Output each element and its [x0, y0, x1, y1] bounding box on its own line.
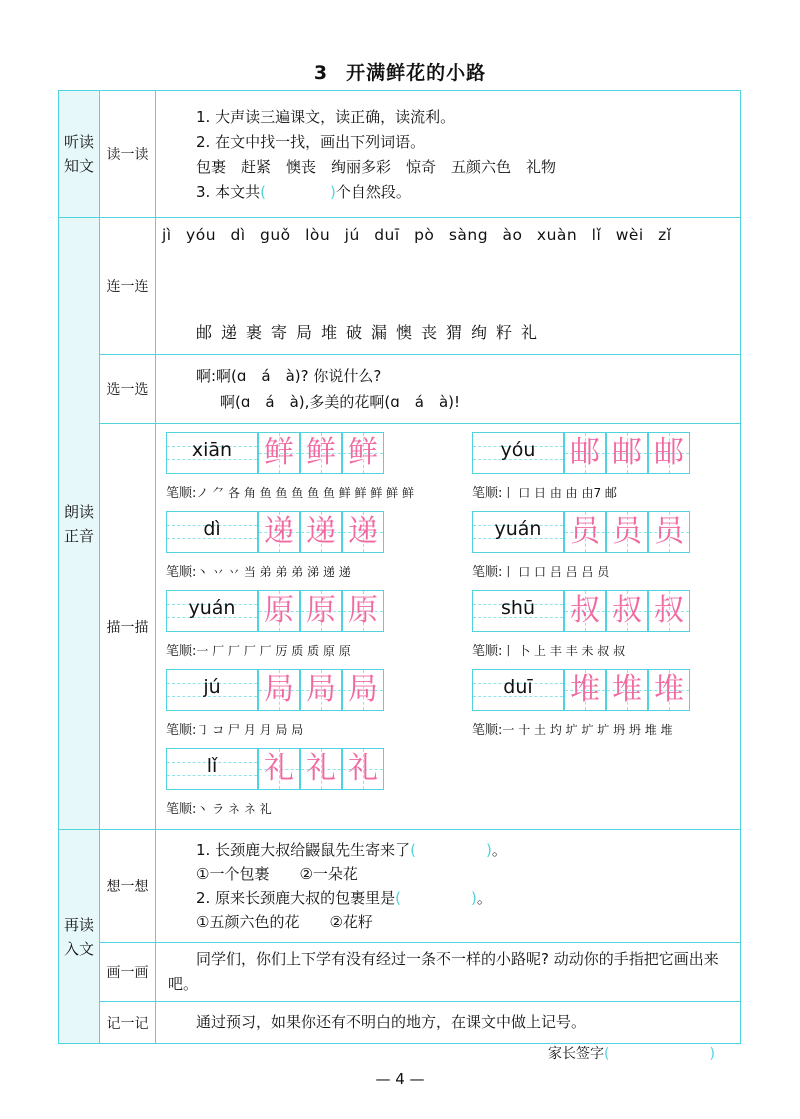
parent-signature: 家长签字( ) [548, 1046, 715, 1062]
question-2-options: ①五颜六色的花 ②花籽 [196, 913, 373, 931]
pinyin-box [472, 432, 564, 474]
stroke-sequence: ノ ⺈ 各 角 鱼 鱼 鱼 鱼 鱼 鲜 鲜 鲜 鲜 鲜 [196, 486, 414, 500]
worksheet-table [58, 90, 741, 1044]
lesson-title: 开满鲜花的小路 [346, 62, 487, 84]
tracing-block [166, 669, 396, 739]
trace-char-box[interactable] [300, 669, 342, 711]
page-title [0, 58, 800, 85]
draw-text: 同学们，你们上下学有没有经过一条不一样的小路呢? 动动你的手指把它画出来吧。 [168, 950, 719, 993]
trace-char: 礼 [264, 751, 294, 786]
choose-line-1: 啊:啊(ɑ á à)? 你说什么? [196, 367, 382, 385]
trace-char-box[interactable] [258, 511, 300, 553]
sub-label-choose: 选一选 [100, 355, 156, 424]
think-content [156, 830, 740, 942]
stroke-label: 笔顺: [166, 723, 197, 738]
trace-char: 局 [306, 672, 336, 707]
trace-char: 叔 [612, 593, 642, 628]
stroke-order [472, 719, 673, 738]
stroke-label: 笔顺: [166, 802, 197, 817]
trace-char: 局 [264, 672, 294, 707]
stroke-sequence: 一 十 土 圴 圹 圹 圹 坍 坍 堆 堆 [502, 723, 673, 737]
char-list: 邮递裹寄局堆破漏懊丧猬绚籽礼 [196, 323, 547, 342]
stroke-sequence: 丶 ラ ネ ネ 礼 [196, 802, 272, 816]
trace-char-box[interactable] [300, 748, 342, 790]
stroke-label: 笔顺: [472, 723, 503, 738]
question-2: 2. 原来长颈鹿大叔的包裹里是( )。 [196, 889, 492, 907]
tracing-block [472, 669, 702, 739]
tracing-block [166, 432, 414, 502]
stroke-order [166, 482, 414, 501]
trace-char-box[interactable] [258, 590, 300, 632]
pinyin-box [166, 748, 258, 790]
trace-char: 员 [612, 514, 642, 549]
trace-char-box[interactable] [342, 748, 384, 790]
trace-char: 叔 [570, 593, 600, 628]
trace-char-box[interactable] [300, 590, 342, 632]
sub-label-note: 记一记 [100, 1002, 156, 1044]
trace-char-box[interactable] [606, 511, 648, 553]
trace-char: 递 [264, 514, 294, 549]
pinyin-box [166, 432, 258, 474]
stroke-label: 笔顺: [472, 486, 503, 501]
trace-char: 叔 [654, 593, 684, 628]
choose-line-2: 啊(ɑ á à),多美的花啊(ɑ á à)! [220, 393, 461, 411]
trace-char: 堆 [612, 672, 642, 707]
tracing-block [166, 511, 396, 581]
tracing-block [472, 511, 702, 581]
trace-char: 堆 [654, 672, 684, 707]
stroke-order [472, 640, 625, 659]
stroke-label: 笔顺: [472, 644, 503, 659]
pinyin-text: yuán [188, 597, 236, 619]
trace-char-box[interactable] [606, 590, 648, 632]
trace-char: 邮 [654, 435, 684, 470]
pinyin-box [472, 669, 564, 711]
trace-char: 递 [348, 514, 378, 549]
pinyin-box [472, 590, 564, 632]
section-label-reread: 再读 入文 [59, 830, 100, 1044]
pinyin-text: xiān [191, 439, 233, 461]
tracing-grid-area [156, 424, 740, 829]
trace-char-box[interactable] [648, 590, 690, 632]
tracing-block [472, 432, 702, 502]
stroke-sequence: 丨 口 口 吕 吕 吕 员 [502, 565, 610, 579]
pinyin-text: lǐ [206, 755, 218, 777]
word-list: 包裹 赶紧 懊丧 绚丽多彩 惊奇 五颜六色 礼物 [196, 158, 557, 176]
trace-char: 局 [348, 672, 378, 707]
read-line-2: 2. 在文中找一找，画出下列词语。 [196, 133, 426, 151]
pinyin-box [166, 669, 258, 711]
section-label-pronounce: 朗读 正音 [59, 218, 100, 830]
trace-char: 堆 [570, 672, 600, 707]
trace-char: 邮 [612, 435, 642, 470]
trace-char-box[interactable] [606, 669, 648, 711]
tracing-block [472, 590, 702, 660]
tracing-block [166, 590, 396, 660]
trace-char-box[interactable] [606, 432, 648, 474]
stroke-label: 笔顺: [166, 565, 197, 580]
stroke-sequence: 丨 卜 上 丰 丰 未 叔 叔 [502, 644, 626, 658]
sub-label-think: 想一想 [100, 830, 156, 943]
sub-label-draw: 画一画 [100, 943, 156, 1002]
trace-char-box[interactable] [342, 590, 384, 632]
stroke-label: 笔顺: [166, 486, 197, 501]
stroke-label: 笔顺: [472, 565, 503, 580]
stroke-label: 笔顺: [166, 644, 197, 659]
read-line-1: 1. 大声读三遍课文，读正确，读流利。 [196, 108, 456, 126]
read-line-3: 3. 本文共( )个自然段。 [196, 183, 411, 201]
page-number: — 4 — [375, 1070, 425, 1088]
sub-label-trace: 描一描 [100, 424, 156, 830]
tracing-block [166, 748, 396, 818]
stroke-sequence: 丶 丷 丷 当 弟 弟 弟 涕 递 递 [196, 565, 351, 579]
sub-label-read: 读一读 [100, 91, 156, 218]
sub-label-connect: 连一连 [100, 218, 156, 355]
note-text: 通过预习，如果你还有不明白的地方，在课文中做上记号。 [196, 1013, 587, 1031]
trace-char: 原 [306, 593, 336, 628]
stroke-order [166, 561, 351, 580]
trace-char-box[interactable] [300, 511, 342, 553]
trace-char-box[interactable] [342, 669, 384, 711]
stroke-sequence: 丨 口 日 由 由 由7 邮 [502, 486, 617, 500]
trace-char: 礼 [348, 751, 378, 786]
trace-char: 鲜 [264, 435, 294, 470]
stroke-order [166, 640, 351, 659]
trace-char-box[interactable] [342, 511, 384, 553]
pinyin-list: jì yóu dì guǒ lòu jú duī pò sàng ào xuàn lǐ wèi zǐ [162, 226, 672, 244]
stroke-sequence: 一 厂 厂 厂 厂 厉 质 质 原 原 [196, 644, 351, 658]
trace-char-box[interactable] [342, 432, 384, 474]
read-content [156, 91, 740, 213]
trace-char-box[interactable] [648, 669, 690, 711]
trace-char-box[interactable] [258, 748, 300, 790]
trace-char-box[interactable] [564, 669, 606, 711]
pinyin-text: dì [203, 518, 221, 540]
pinyin-text: jú [203, 676, 221, 698]
question-1-options: ①一个包裹 ②一朵花 [196, 865, 358, 883]
pinyin-text: shū [501, 597, 535, 619]
trace-char: 邮 [570, 435, 600, 470]
section-label-listen: 听读 知文 [59, 91, 100, 218]
trace-char: 员 [570, 514, 600, 549]
choose-content [156, 355, 740, 423]
trace-char: 鲜 [306, 435, 336, 470]
pinyin-text: yuán [494, 518, 542, 540]
pinyin-box [472, 511, 564, 553]
trace-char-box[interactable] [648, 511, 690, 553]
question-1: 1. 长颈鹿大叔给鼹鼠先生寄来了( )。 [196, 841, 507, 859]
pinyin-box [166, 511, 258, 553]
trace-char-box[interactable] [258, 432, 300, 474]
trace-char-box[interactable] [300, 432, 342, 474]
trace-char-box[interactable] [564, 432, 606, 474]
stroke-sequence: ㇆ コ 尸 月 月 局 局 [196, 723, 304, 737]
pinyin-text: duī [503, 676, 533, 698]
lesson-number: 3 [313, 62, 329, 84]
trace-char: 原 [348, 593, 378, 628]
trace-char-box[interactable] [258, 669, 300, 711]
trace-char: 鲜 [348, 435, 378, 470]
pinyin-text: yóu [500, 439, 536, 461]
trace-char-box[interactable] [648, 432, 690, 474]
trace-char: 递 [306, 514, 336, 549]
trace-char: 礼 [306, 751, 336, 786]
stroke-order [166, 719, 303, 738]
trace-char: 原 [264, 593, 294, 628]
stroke-order [472, 482, 617, 501]
signature-label: 家长签字 [548, 1046, 604, 1062]
trace-char-box[interactable] [564, 511, 606, 553]
stroke-order [166, 798, 272, 817]
trace-char-box[interactable] [564, 590, 606, 632]
stroke-order [472, 561, 609, 580]
trace-char: 员 [654, 514, 684, 549]
pinyin-box [166, 590, 258, 632]
